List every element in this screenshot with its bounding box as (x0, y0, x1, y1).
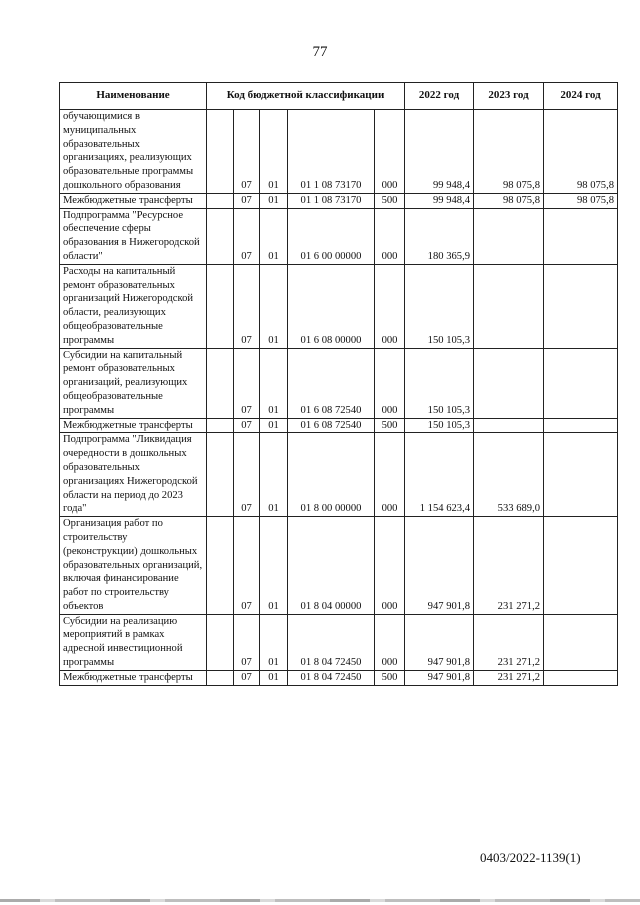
row-name-cell: Субсидии на капитальный ремонт образовательных организаций, реализующих общеобразовательные программы (60, 348, 207, 418)
row-target-cell: 01 6 08 72540 (288, 418, 375, 433)
table-row (60, 670, 618, 685)
row-type-cell: 000 (375, 348, 405, 418)
row-target-cell: 01 6 08 00000 (288, 264, 375, 348)
row-2022-cell: 150 105,3 (405, 264, 474, 348)
table-row (60, 614, 618, 670)
table-row (60, 193, 618, 208)
header-2023: 2023 год (474, 83, 544, 110)
row-type-cell: 500 (375, 670, 405, 685)
table-row (60, 433, 618, 517)
row-target-cell: 01 8 00 00000 (288, 433, 375, 517)
header-2022: 2022 год (405, 83, 474, 110)
row-2022-cell: 947 901,8 (405, 517, 474, 615)
row-2022-cell: 99 948,4 (405, 193, 474, 208)
row-2024-cell (544, 348, 618, 418)
table-row (60, 348, 618, 418)
row-type-cell: 000 (375, 264, 405, 348)
row-2023-cell: 231 271,2 (474, 517, 544, 615)
row-name-cell: Субсидии на реализацию мероприятий в рамках адресной инвестиционной программы (60, 614, 207, 670)
row-type-cell: 000 (375, 208, 405, 264)
row-section-cell: 07 (234, 670, 260, 685)
scan-edge (0, 899, 640, 902)
row-2024-cell (544, 670, 618, 685)
table-row (60, 208, 618, 264)
row-name-cell: Подпрограмма "Ликвидация очередности в дошкольных образовательных организациях Нижегородской области на период до 2023 года" (60, 433, 207, 517)
row-2023-cell (474, 348, 544, 418)
row-2023-cell (474, 418, 544, 433)
row-blank-cell (207, 418, 234, 433)
row-2024-cell: 98 075,8 (544, 193, 618, 208)
table-row (60, 110, 618, 194)
row-2024-cell (544, 208, 618, 264)
row-subsection-cell: 01 (260, 110, 288, 194)
row-blank-cell (207, 670, 234, 685)
row-subsection-cell: 01 (260, 433, 288, 517)
row-subsection-cell: 01 (260, 614, 288, 670)
row-subsection-cell: 01 (260, 348, 288, 418)
row-2022-cell: 150 105,3 (405, 348, 474, 418)
budget-table (59, 82, 618, 686)
row-section-cell: 07 (234, 418, 260, 433)
row-2024-cell (544, 433, 618, 517)
row-2023-cell: 231 271,2 (474, 670, 544, 685)
row-2024-cell (544, 418, 618, 433)
row-blank-cell (207, 517, 234, 615)
row-type-cell: 000 (375, 614, 405, 670)
row-target-cell: 01 1 08 73170 (288, 193, 375, 208)
table-row (60, 517, 618, 615)
row-subsection-cell: 01 (260, 264, 288, 348)
row-section-cell: 07 (234, 193, 260, 208)
row-2022-cell: 180 365,9 (405, 208, 474, 264)
row-2024-cell: 98 075,8 (544, 110, 618, 194)
row-2024-cell (544, 614, 618, 670)
row-name-cell: Межбюджетные трансферты (60, 418, 207, 433)
row-2024-cell (544, 517, 618, 615)
table-row (60, 418, 618, 433)
header-code: Код бюджетной классификации (207, 83, 405, 110)
table-body (60, 110, 618, 686)
row-name-cell: Организация работ по строительству (реконструкции) дошкольных образовательных организаций, включая финансирование работ по строительству объектов (60, 517, 207, 615)
header-name: Наименование (60, 83, 207, 110)
row-section-cell: 07 (234, 110, 260, 194)
row-subsection-cell: 01 (260, 670, 288, 685)
row-target-cell: 01 6 08 72540 (288, 348, 375, 418)
row-2022-cell: 99 948,4 (405, 110, 474, 194)
row-section-cell: 07 (234, 348, 260, 418)
row-blank-cell (207, 264, 234, 348)
row-type-cell: 500 (375, 418, 405, 433)
row-section-cell: 07 (234, 433, 260, 517)
row-name-cell: Расходы на капитальный ремонт образовательных организаций Нижегородской области, реализующих общеобразовательные программы (60, 264, 207, 348)
row-2022-cell: 150 105,3 (405, 418, 474, 433)
row-target-cell: 01 1 08 73170 (288, 110, 375, 194)
table-header-row (60, 83, 618, 110)
row-subsection-cell: 01 (260, 418, 288, 433)
row-blank-cell (207, 208, 234, 264)
row-blank-cell (207, 614, 234, 670)
page-number: 77 (312, 44, 328, 60)
row-2023-cell: 231 271,2 (474, 614, 544, 670)
row-target-cell: 01 8 04 72450 (288, 614, 375, 670)
row-type-cell: 000 (375, 433, 405, 517)
row-name-cell: обучающимися в муниципальных образовательных организациях, реализующих образовательные программы дошкольного образования (60, 110, 207, 194)
row-2022-cell: 1 154 623,4 (405, 433, 474, 517)
row-blank-cell (207, 348, 234, 418)
row-name-cell: Подпрограмма "Ресурсное обеспечение сферы образования в Нижегородской области" (60, 208, 207, 264)
row-target-cell: 01 8 04 00000 (288, 517, 375, 615)
row-2023-cell (474, 208, 544, 264)
row-section-cell: 07 (234, 208, 260, 264)
row-2023-cell: 98 075,8 (474, 110, 544, 194)
row-name-cell: Межбюджетные трансферты (60, 193, 207, 208)
row-section-cell: 07 (234, 264, 260, 348)
row-type-cell: 500 (375, 193, 405, 208)
row-section-cell: 07 (234, 517, 260, 615)
row-subsection-cell: 01 (260, 517, 288, 615)
row-2024-cell (544, 264, 618, 348)
row-name-cell: Межбюджетные трансферты (60, 670, 207, 685)
document-code: 0403/2022-1139(1) (480, 850, 581, 865)
row-2023-cell: 533 689,0 (474, 433, 544, 517)
row-target-cell: 01 8 04 72450 (288, 670, 375, 685)
row-2023-cell: 98 075,8 (474, 193, 544, 208)
row-blank-cell (207, 433, 234, 517)
table-row (60, 264, 618, 348)
row-2023-cell (474, 264, 544, 348)
header-2024: 2024 год (544, 83, 618, 110)
row-2022-cell: 947 901,8 (405, 614, 474, 670)
row-subsection-cell: 01 (260, 208, 288, 264)
row-2022-cell: 947 901,8 (405, 670, 474, 685)
row-blank-cell (207, 110, 234, 194)
row-type-cell: 000 (375, 517, 405, 615)
row-type-cell: 000 (375, 110, 405, 194)
row-target-cell: 01 6 00 00000 (288, 208, 375, 264)
row-blank-cell (207, 193, 234, 208)
row-subsection-cell: 01 (260, 193, 288, 208)
row-section-cell: 07 (234, 614, 260, 670)
